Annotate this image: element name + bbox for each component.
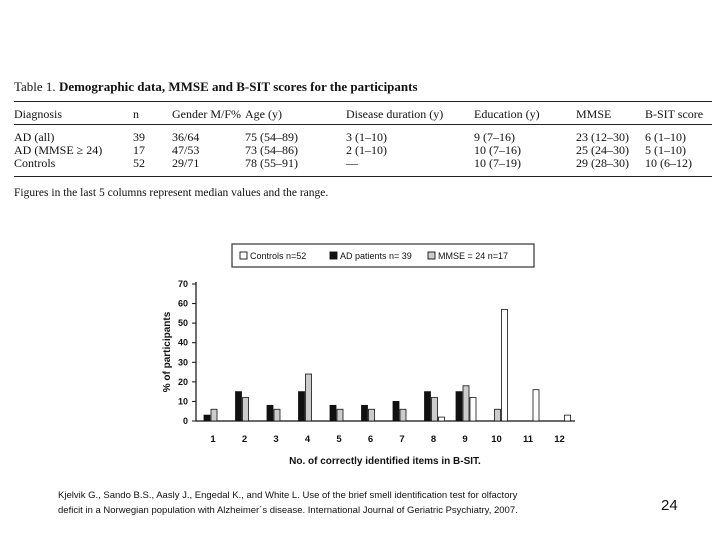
bar-ad-patients-n-39-6 [362,405,368,421]
bar-mmse-24-n-17-2 [243,398,249,421]
table-header-cell: B-SIT score [645,107,704,121]
bar-controls-n-52-10 [502,309,508,421]
bar-mmse-24-n-17-4 [306,374,312,421]
bar-mmse-24-n-17-8 [432,398,438,421]
bar-ad-patients-n-39-1 [204,415,210,421]
table-cell: 23 (12–30) [576,130,629,144]
table-cell: 3 (1–10) [346,130,387,144]
table-title-prefix: Table 1. [14,79,56,94]
legend-label: AD patients n= 39 [340,251,412,261]
table-cell: 10 (7–19) [474,156,521,170]
bar-ad-patients-n-39-4 [299,392,305,421]
x-tick-label: 12 [554,434,565,445]
table-cell: 10 (7–16) [474,143,521,157]
y-axis-label: % of participants [162,311,173,393]
table-cell: 2 (1–10) [346,143,387,157]
x-tick-label: 5 [336,434,342,445]
bar-ad-patients-n-39-2 [236,392,242,421]
table-header-cell: Age (y) [245,107,282,121]
table-cell: Controls [14,156,56,170]
table-note: Figures in the last 5 columns represent median values and the range. [14,187,329,199]
bar-ad-patients-n-39-5 [330,405,336,421]
citation-line-1: Kjelvik G., Sando B.S., Aasly J., Engedal K., and White L. Use of the brief smell identification test for olfactory [58,490,518,501]
y-tick-label: 60 [177,298,188,309]
y-tick-label: 40 [177,337,188,348]
bar-controls-n-52-8 [439,417,445,421]
bar-ad-patients-n-39-7 [393,401,399,421]
y-tick-label: 10 [177,396,188,407]
page-number: 24 [661,497,678,514]
bar-mmse-24-n-17-3 [274,409,280,421]
bar-ad-patients-n-39-9 [456,392,462,421]
table-cell: 52 [133,156,145,170]
table-header-cell: Disease duration (y) [346,107,444,121]
table-cell: 73 (54–86) [245,143,298,157]
citation-line-2: deficit in a Norwegian population with Alzheimer´s disease. International Journal of Geriatric Psychiatry, 2007. [58,505,518,516]
table-header-cell: MMSE [576,107,612,121]
table-header-cell: Education (y) [474,107,540,121]
y-tick-label: 0 [182,416,188,426]
x-tick-label: 9 [462,434,468,445]
table-header-cell: Gender M/F% [172,107,241,121]
table-cell: 10 (6–12) [645,156,692,170]
legend-swatch [428,252,435,259]
chart-legend [232,244,534,267]
x-tick-label: 4 [304,434,311,445]
bar-mmse-24-n-17-5 [337,409,343,421]
table-cell: AD (MMSE ≥ 24) [14,143,103,157]
chart-axes [162,279,575,467]
y-tick-label: 30 [177,357,188,368]
table-cell: 36/64 [172,130,200,144]
table-cell: AD (all) [14,130,55,144]
x-tick-label: 1 [210,434,216,445]
x-tick-label: 6 [367,434,374,445]
legend-label: Controls n=52 [250,251,307,261]
bar-mmse-24-n-17-1 [211,409,217,421]
bar-mmse-24-n-17-10 [495,409,501,421]
table-title-text: Demographic data, MMSE and B-SIT scores for the participants [58,79,418,94]
x-tick-label: 10 [491,434,502,445]
chart-bars [204,309,571,421]
table-cell: 17 [133,143,145,157]
table-cell: 9 (7–16) [474,130,515,144]
x-tick-label: 7 [399,434,405,445]
bar-mmse-24-n-17-6 [369,409,375,421]
x-tick-label: 11 [522,434,534,445]
legend-label: MMSE = 24 n=17 [438,251,509,261]
bar-controls-n-52-12 [565,415,571,421]
table-header-cell: n [133,107,139,121]
table-cell: — [346,156,358,170]
bar-ad-patients-n-39-8 [425,392,431,421]
legend-swatch [240,252,247,259]
table-cell: 29/71 [172,156,200,170]
bar-ad-patients-n-39-3 [267,405,273,421]
x-tick-label: 3 [273,434,279,445]
table-cell: 6 (1–10) [645,130,686,144]
x-tick-label: 2 [241,434,248,445]
bar-controls-n-52-9 [470,398,476,421]
table-cell: 39 [133,130,145,144]
y-tick-label: 20 [177,376,188,387]
table-cell: 25 (24–30) [576,143,629,157]
table-cell: 47/53 [172,143,200,157]
bar-mmse-24-n-17-9 [463,386,469,421]
legend-swatch [330,252,337,259]
x-tick-label: 8 [430,434,437,445]
y-tick-label: 50 [177,318,188,329]
table-header-cell: Diagnosis [14,107,62,121]
table-cell: 29 (28–30) [576,156,629,170]
y-tick-label: 70 [177,279,188,289]
x-axis-label: No. of correctly identified items in B-SIT. [289,456,481,467]
bar-mmse-24-n-17-7 [400,409,406,421]
bar-controls-n-52-11 [533,390,539,421]
table-cell: 5 (1–10) [645,143,686,157]
table-cell: 75 (54–89) [245,130,298,144]
citation [58,488,618,518]
table-cell: 78 (55–91) [245,156,298,170]
